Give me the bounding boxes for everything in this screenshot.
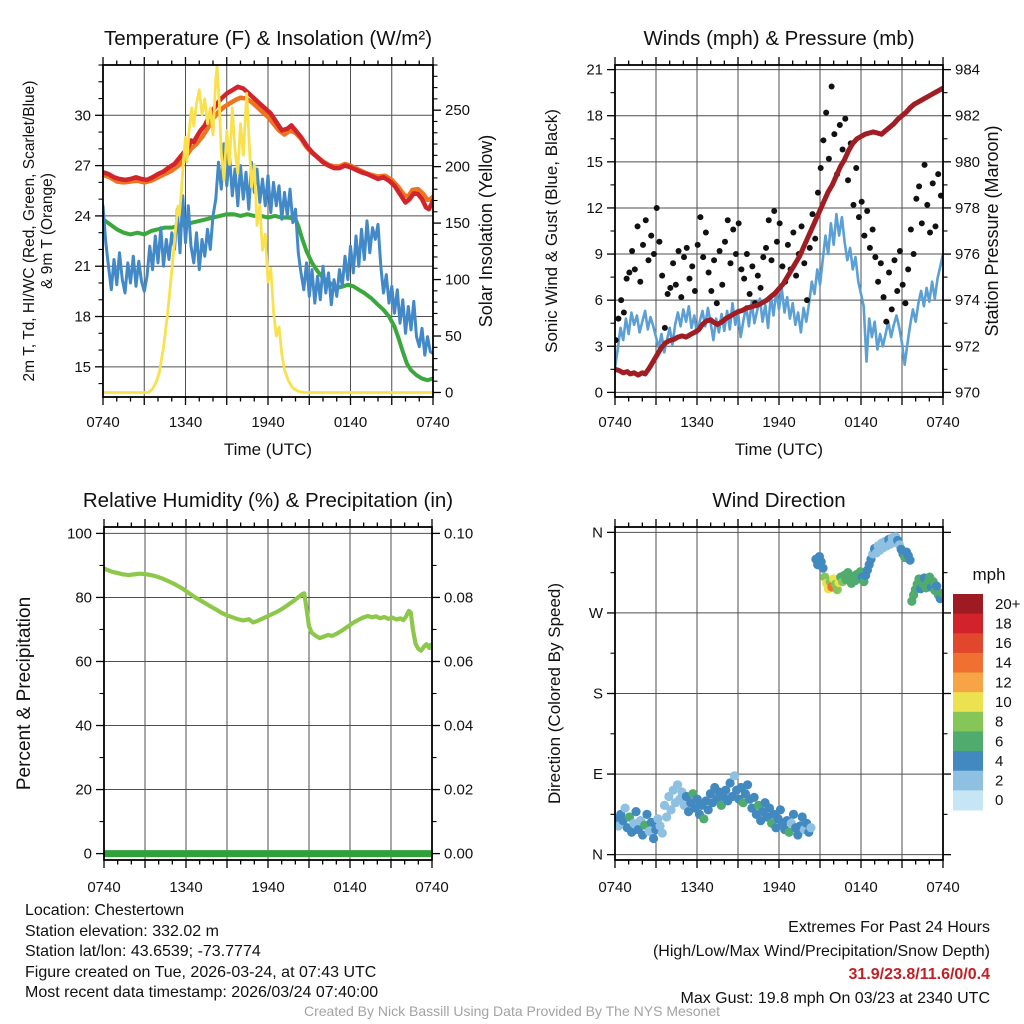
svg-text:Time (UTC): Time (UTC) (223, 440, 313, 459)
svg-text:6: 6 (995, 733, 1004, 751)
svg-text:978: 978 (955, 199, 981, 217)
svg-text:100: 100 (66, 525, 92, 543)
svg-text:S: S (592, 685, 603, 703)
svg-text:4: 4 (995, 752, 1004, 770)
svg-text:Wind Direction: Wind Direction (712, 489, 846, 512)
svg-text:Temperature (F) & Insolation (: Temperature (F) & Insolation (W/m²) (103, 27, 433, 50)
station-elevation: Station elevation: 332.02 m (25, 922, 219, 940)
svg-text:0.08: 0.08 (444, 589, 474, 607)
svg-text:0140: 0140 (333, 414, 368, 431)
svg-text:0.10: 0.10 (444, 525, 474, 543)
svg-text:40: 40 (75, 717, 92, 735)
extremes-summary (653, 916, 990, 1010)
svg-text:1340: 1340 (169, 879, 203, 896)
svg-text:0.04: 0.04 (444, 717, 474, 735)
svg-text:6: 6 (594, 292, 603, 310)
svg-text:60: 60 (75, 653, 92, 671)
svg-text:150: 150 (445, 215, 471, 233)
svg-text:970: 970 (955, 384, 981, 402)
data-timestamp: Most recent data timestamp: 2026/03/24 07:40:00 (25, 984, 379, 1001)
svg-text:0.02: 0.02 (444, 781, 474, 799)
svg-text:20+: 20+ (995, 595, 1021, 613)
svg-text:12: 12 (995, 674, 1012, 692)
svg-text:N: N (592, 524, 603, 542)
svg-text:0.06: 0.06 (444, 653, 474, 671)
svg-text:10: 10 (995, 694, 1012, 711)
svg-text:1340: 1340 (168, 414, 203, 431)
humidity-precip-chart (0, 460, 512, 910)
svg-text:976: 976 (955, 246, 981, 264)
svg-text:Percent & Precipitation: Percent & Precipitation (14, 596, 35, 791)
temperature-insolation-chart (0, 0, 512, 460)
svg-text:250: 250 (445, 102, 471, 120)
svg-text:0740: 0740 (416, 414, 450, 431)
svg-text:1340: 1340 (680, 879, 714, 896)
svg-text:24: 24 (74, 207, 91, 225)
svg-text:1340: 1340 (680, 414, 714, 431)
svg-text:100: 100 (445, 271, 471, 289)
svg-text:0740: 0740 (926, 879, 960, 896)
svg-text:0740: 0740 (926, 414, 960, 431)
svg-text:& 9m T (Orange): & 9m T (Orange) (39, 173, 56, 289)
svg-text:27: 27 (74, 157, 91, 175)
svg-text:1940: 1940 (762, 879, 796, 896)
svg-text:0.00: 0.00 (444, 845, 474, 863)
svg-text:9: 9 (594, 246, 603, 264)
svg-text:Winds (mph) & Pressure (mb): Winds (mph) & Pressure (mb) (643, 27, 915, 50)
svg-text:0740: 0740 (415, 879, 449, 896)
svg-text:0140: 0140 (333, 879, 367, 896)
svg-text:Solar Insolation (Yellow): Solar Insolation (Yellow) (476, 134, 496, 328)
svg-text:0740: 0740 (86, 414, 120, 431)
svg-text:1940: 1940 (762, 414, 796, 431)
svg-text:80: 80 (75, 589, 92, 607)
winds-pressure-chart (512, 0, 1024, 460)
svg-text:N: N (592, 846, 603, 864)
svg-text:14: 14 (995, 654, 1012, 672)
svg-text:972: 972 (955, 338, 981, 356)
svg-text:18: 18 (586, 107, 603, 125)
wind-direction-chart (512, 460, 1024, 910)
svg-text:974: 974 (955, 292, 981, 310)
svg-text:984: 984 (955, 61, 981, 79)
figure-created: Figure created on Tue, 2026-03-24, at 07:43 UTC (25, 963, 377, 981)
svg-text:2m T, Td, HI/WC (Red, Green, S: 2m T, Td, HI/WC (Red, Green, Scarlet/Blue) (21, 80, 38, 382)
extremes-title: Extremes For Past 24 Hours (788, 919, 990, 936)
svg-text:0: 0 (995, 792, 1004, 810)
svg-text:E: E (592, 766, 603, 784)
svg-text:0: 0 (83, 845, 92, 863)
svg-text:200: 200 (445, 158, 471, 176)
svg-text:Station Pressure (Maroon): Station Pressure (Maroon) (982, 125, 1002, 337)
svg-text:0140: 0140 (844, 414, 878, 431)
svg-text:Relative Humidity (%) & Precip: Relative Humidity (%) & Precipitation (in) (82, 489, 454, 512)
svg-text:1940: 1940 (251, 879, 285, 896)
svg-text:18: 18 (74, 308, 91, 326)
svg-text:16: 16 (995, 635, 1012, 653)
svg-text:50: 50 (445, 328, 462, 346)
svg-text:980: 980 (955, 153, 981, 171)
svg-text:15: 15 (74, 358, 91, 376)
svg-text:1940: 1940 (251, 414, 285, 431)
svg-text:12: 12 (586, 199, 603, 217)
svg-text:15: 15 (586, 153, 603, 171)
svg-text:0740: 0740 (598, 879, 632, 896)
station-latlon: Station lat/lon: 43.6539; -73.7774 (25, 943, 261, 960)
svg-text:2: 2 (995, 772, 1004, 790)
svg-text:20: 20 (75, 781, 92, 799)
svg-text:982: 982 (955, 107, 981, 125)
svg-text:21: 21 (586, 61, 603, 79)
extremes-values: 31.9/23.8/11.6/0/0.4 (848, 966, 990, 983)
station-location: Location: Chestertown (25, 902, 185, 919)
svg-text:30: 30 (74, 107, 91, 125)
svg-text:0740: 0740 (87, 879, 121, 896)
svg-text:Sonic Wind & Gust (Blue, Black: Sonic Wind & Gust (Blue, Black) (542, 109, 561, 353)
svg-text:0: 0 (594, 384, 603, 402)
svg-text:0: 0 (445, 384, 454, 402)
svg-text:Direction (Colored By Speed): Direction (Colored By Speed) (545, 582, 564, 805)
svg-text:18: 18 (995, 615, 1012, 633)
svg-text:W: W (588, 604, 603, 622)
svg-text:0740: 0740 (598, 414, 632, 431)
station-info (25, 901, 378, 1004)
svg-text:8: 8 (995, 713, 1004, 731)
svg-text:21: 21 (74, 258, 91, 276)
svg-text:3: 3 (594, 338, 603, 356)
svg-text:0140: 0140 (844, 879, 878, 896)
extremes-subtitle: (High/Low/Max Wind/Precipitation/Snow Depth) (652, 942, 990, 960)
credit-line: Created By Nick Bassill Using Data Provided By The NYS Mesonet (303, 1003, 721, 1019)
max-gust: Max Gust: 19.8 mph On 03/23 at 2340 UTC (680, 989, 990, 1007)
svg-text:mph: mph (972, 565, 1006, 584)
svg-text:Time (UTC): Time (UTC) (734, 440, 824, 459)
